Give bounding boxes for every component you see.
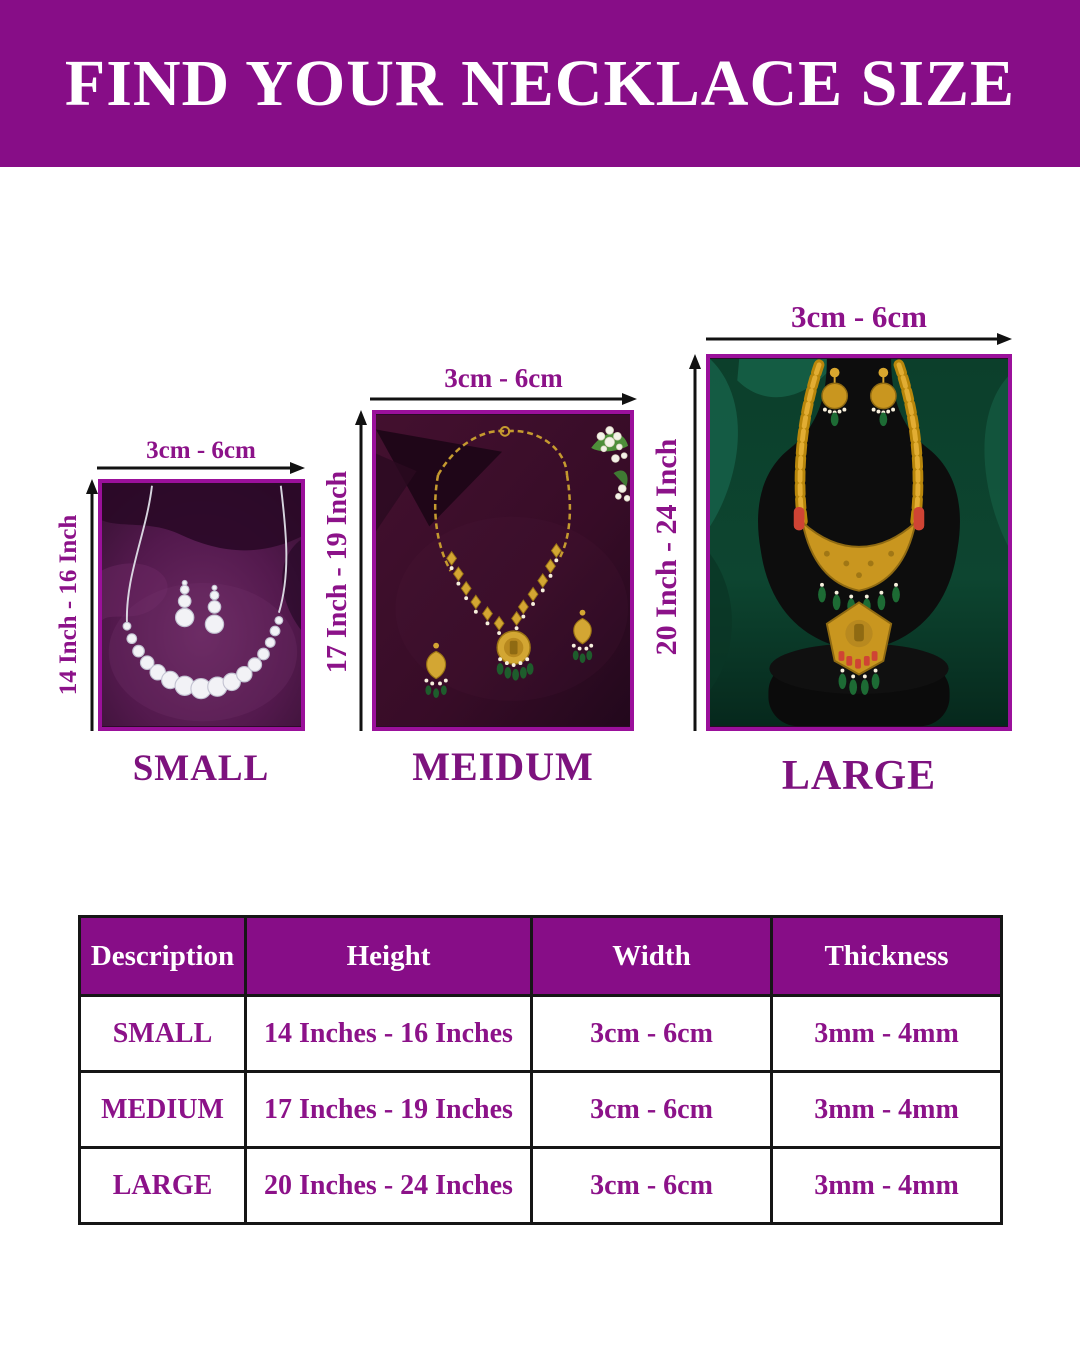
table-row-large — [80, 1148, 1002, 1224]
cell-small-thickness: 3mm - 4mm — [772, 996, 1002, 1072]
cell-large-description: LARGE — [80, 1148, 246, 1224]
temple-necklace-art — [710, 358, 1008, 727]
cell-medium-width: 3cm - 6cm — [532, 1072, 772, 1148]
small-caption: SMALL — [132, 748, 270, 789]
large-necklace-photo — [706, 354, 1012, 731]
medium-caption: MEIDUM — [412, 744, 594, 789]
medium-width-label: 3cm - 6cm — [444, 363, 563, 393]
small-width-arrow-icon — [97, 461, 305, 475]
large-width-label: 3cm - 6cm — [791, 299, 927, 334]
pendant — [497, 631, 534, 680]
header-description: Description — [80, 917, 246, 996]
large-caption: LARGE — [781, 753, 937, 799]
large-length-label: 20 Inch - 24 Inch — [650, 438, 683, 656]
cell-large-width: 3cm - 6cm — [532, 1148, 772, 1224]
large-width-arrow-icon — [706, 332, 1012, 346]
cell-medium-thickness: 3mm - 4mm — [772, 1072, 1002, 1148]
small-width-label: 3cm - 6cm — [146, 437, 256, 464]
small-length-arrow-icon — [85, 479, 99, 731]
cell-small-width: 3cm - 6cm — [532, 996, 772, 1072]
size-table — [78, 915, 1003, 1225]
medium-length-arrow-icon — [354, 410, 368, 731]
silver-necklace-art — [102, 483, 301, 727]
table-row-medium — [80, 1072, 1002, 1148]
small-necklace-photo — [98, 479, 305, 731]
header-banner — [0, 0, 1080, 167]
gold-necklace-art — [376, 414, 630, 727]
cell-large-height: 20 Inches - 24 Inches — [246, 1148, 532, 1224]
medium-length-label: 17 Inch - 19 Inch — [322, 470, 353, 674]
small-length-label: 14 Inch - 16 Inch — [55, 514, 82, 696]
page-title: FIND YOUR NECKLACE SIZE — [64, 46, 1016, 120]
header-width: Width — [532, 917, 772, 996]
cell-small-height: 14 Inches - 16 Inches — [246, 996, 532, 1072]
table-row-small — [80, 996, 1002, 1072]
cell-large-thickness: 3mm - 4mm — [772, 1148, 1002, 1224]
medium-necklace-photo — [372, 410, 634, 731]
size-table-header — [80, 917, 1002, 996]
size-table-body — [80, 996, 1002, 1224]
header-thickness: Thickness — [772, 917, 1002, 996]
header-height: Height — [246, 917, 532, 996]
large-length-arrow-icon — [688, 354, 702, 731]
cell-small-description: SMALL — [80, 996, 246, 1072]
cell-medium-height: 17 Inches - 19 Inches — [246, 1072, 532, 1148]
medium-width-arrow-icon — [370, 392, 637, 406]
cell-medium-description: MEDIUM — [80, 1072, 246, 1148]
table-header-row — [80, 917, 1002, 996]
